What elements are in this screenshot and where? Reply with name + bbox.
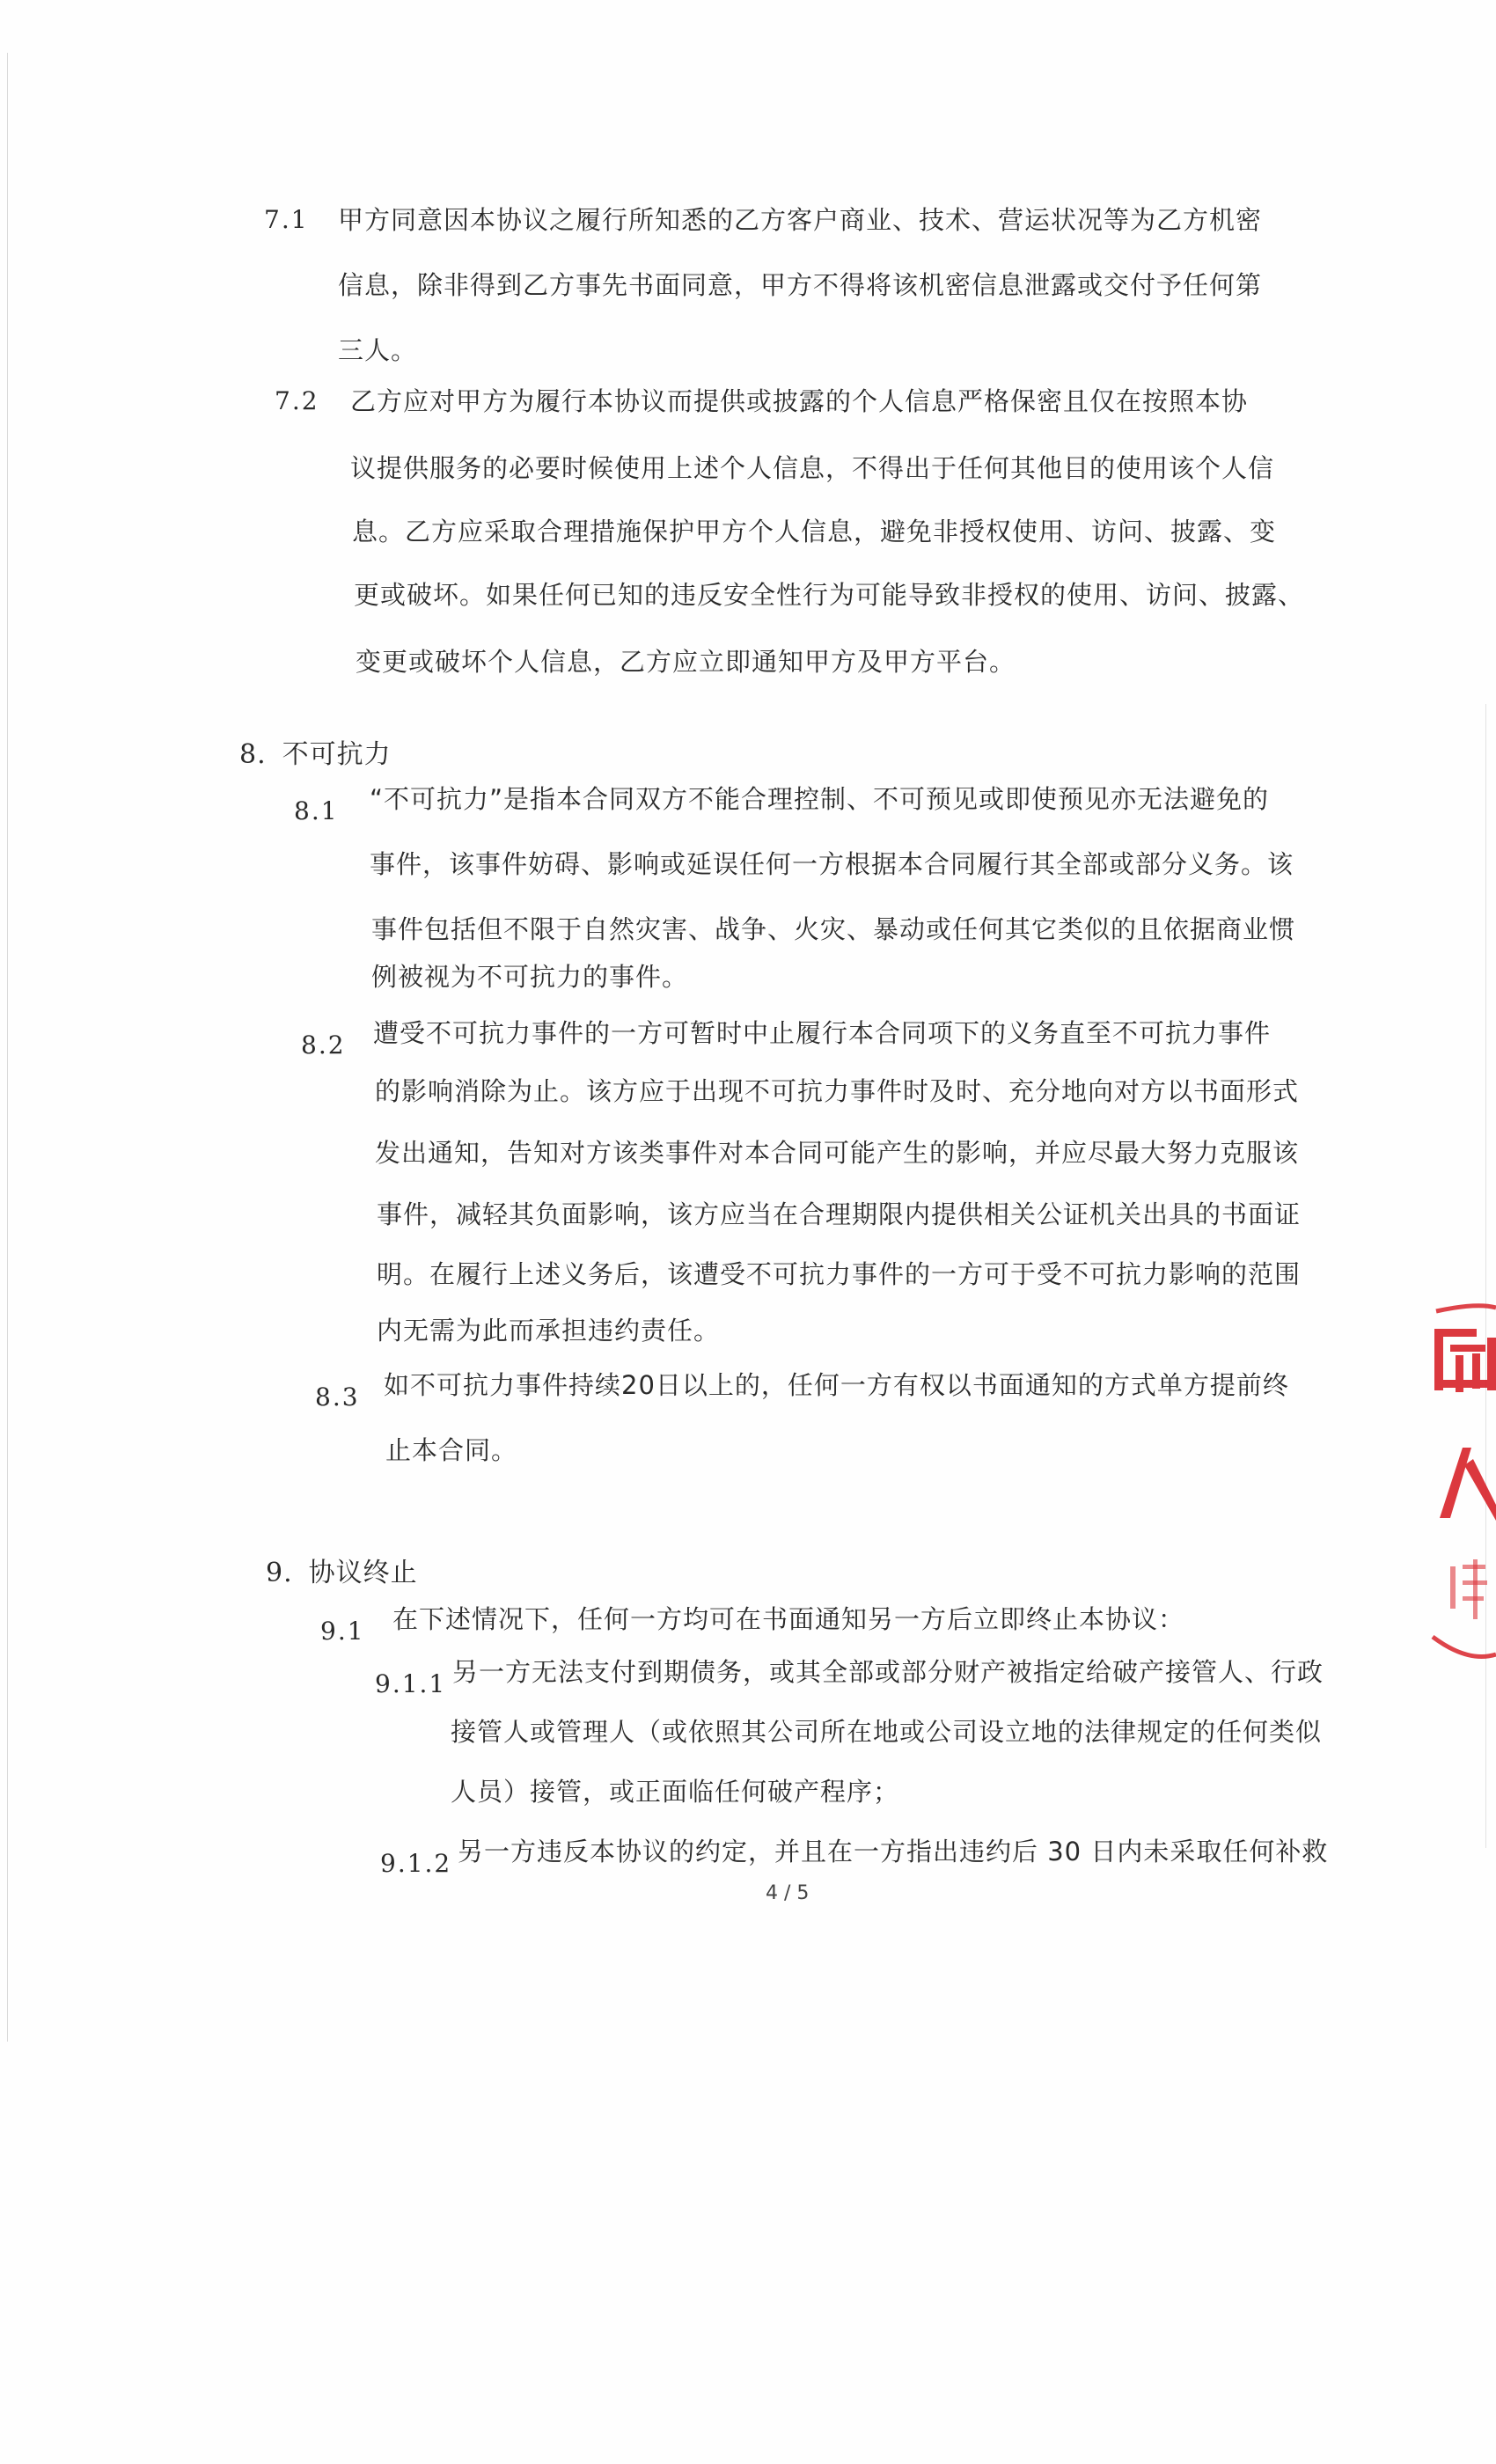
clause-8-2-line-3: 发出通知，告知对方该类事件对本合同可能产生的影响，并应尽最大努力克服该 [375, 1138, 1300, 1168]
clause-number-9-1: 9.1 [320, 1617, 365, 1646]
clause-number-8-2: 8.2 [301, 1030, 346, 1060]
company-seal-fragment [1424, 1302, 1496, 1672]
clause-number-7-2: 7.2 [275, 386, 319, 415]
section-number-9: 9. [266, 1558, 293, 1588]
clause-9-1-1-line-1: 另一方无法支付到期债务，或其全部或部分财产被指定给破产接管人、行政 [452, 1657, 1324, 1687]
clause-7-2-line-2: 议提供服务的必要时候使用上述个人信息，不得出于任何其他目的使用该个人信 [350, 453, 1275, 483]
clause-8-3-line-1: 如不可抗力事件持续20日以上的，任何一方有权以书面通知的方式单方提前终 [384, 1370, 1289, 1400]
clause-number-9-1-1: 9.1.1 [375, 1669, 447, 1698]
clause-8-1-line-3: 事件包括但不限于自然灾害、战争、火灾、暴动或任何其它类似的且依据商业惯 [371, 914, 1296, 944]
clause-number-8-1: 8.1 [294, 796, 339, 825]
clause-9-1-1-line-3: 人员）接管，或正面临任何破产程序； [451, 1777, 900, 1807]
section-heading-9 [266, 1558, 418, 1589]
scan-edge-left [7, 53, 8, 2042]
scan-edge-right [1485, 704, 1486, 1848]
clause-7-1-line-1: 甲方同意因本协议之履行所知悉的乙方客户商业、技术、营运状况等为乙方机密 [338, 205, 1263, 235]
clause-8-2-line-1: 遭受不可抗力事件的一方可暂时中止履行本合同项下的义务直至不可抗力事件 [373, 1018, 1272, 1048]
clause-8-1-line-4: 例被视为不可抗力的事件。 [371, 962, 689, 992]
clause-7-2-line-1: 乙方应对甲方为履行本协议而提供或披露的个人信息严格保密且仅在按照本协 [350, 386, 1249, 416]
clause-9-1-1-line-2: 接管人或管理人（或依照其公司所在地或公司设立地的法律规定的任何类似 [451, 1717, 1323, 1747]
clause-8-2-line-5: 明。在履行上述义务后，该遭受不可抗力事件的一方可于受不可抗力影响的范围 [377, 1259, 1302, 1289]
clause-7-2-line-3: 息。乙方应采取合理措施保护甲方个人信息，避免非授权使用、访问、披露、变 [352, 517, 1277, 546]
section-number-8: 8. [239, 739, 267, 770]
clause-7-2-line-4: 更或破坏。如果任何已知的违反安全性行为可能导致非授权的使用、访问、披露、 [354, 580, 1305, 610]
clause-8-2-line-4: 事件，减轻其负面影响，该方应当在合理期限内提供相关公证机关出具的书面证 [377, 1199, 1302, 1229]
clause-9-1-2-line-1: 另一方违反本协议的约定，并且在一方指出违约后 30 日内未采取任何补救 [458, 1837, 1329, 1866]
clause-number-9-1-2: 9.1.2 [380, 1849, 452, 1878]
section-title-8: 不可抗力 [282, 739, 392, 770]
clause-number-8-3: 8.3 [315, 1382, 360, 1412]
clause-7-1-line-2: 信息，除非得到乙方事先书面同意，甲方不得将该机密信息泄露或交付予任何第 [338, 270, 1263, 300]
clause-number-7-1: 7.1 [264, 205, 309, 234]
clause-8-2-line-2: 的影响消除为止。该方应于出现不可抗力事件时及时、充分地向对方以书面形式 [375, 1076, 1300, 1106]
section-title-9: 协议终止 [308, 1558, 418, 1588]
clause-8-1-line-2: 事件，该事件妨碍、影响或延误任何一方根据本合同履行其全部或部分义务。该 [370, 849, 1294, 879]
clause-8-3-line-2: 止本合同。 [385, 1435, 518, 1465]
clause-9-1-line-1: 在下述情况下，任何一方均可在书面通知另一方后立即终止本协议： [392, 1604, 1185, 1634]
clause-8-2-line-6: 内无需为此而承担违约责任。 [377, 1316, 721, 1346]
clause-7-2-line-5: 变更或破坏个人信息，乙方应立即通知甲方及甲方平台。 [356, 647, 1016, 677]
clause-7-1-line-3: 三人。 [338, 335, 418, 365]
clause-8-1-line-1: “不可抗力”是指本合同双方不能合理控制、不可预见或即使预见亦无法避免的 [370, 784, 1270, 814]
section-heading-8 [239, 739, 392, 771]
page-number: 4 / 5 [766, 1882, 810, 1904]
